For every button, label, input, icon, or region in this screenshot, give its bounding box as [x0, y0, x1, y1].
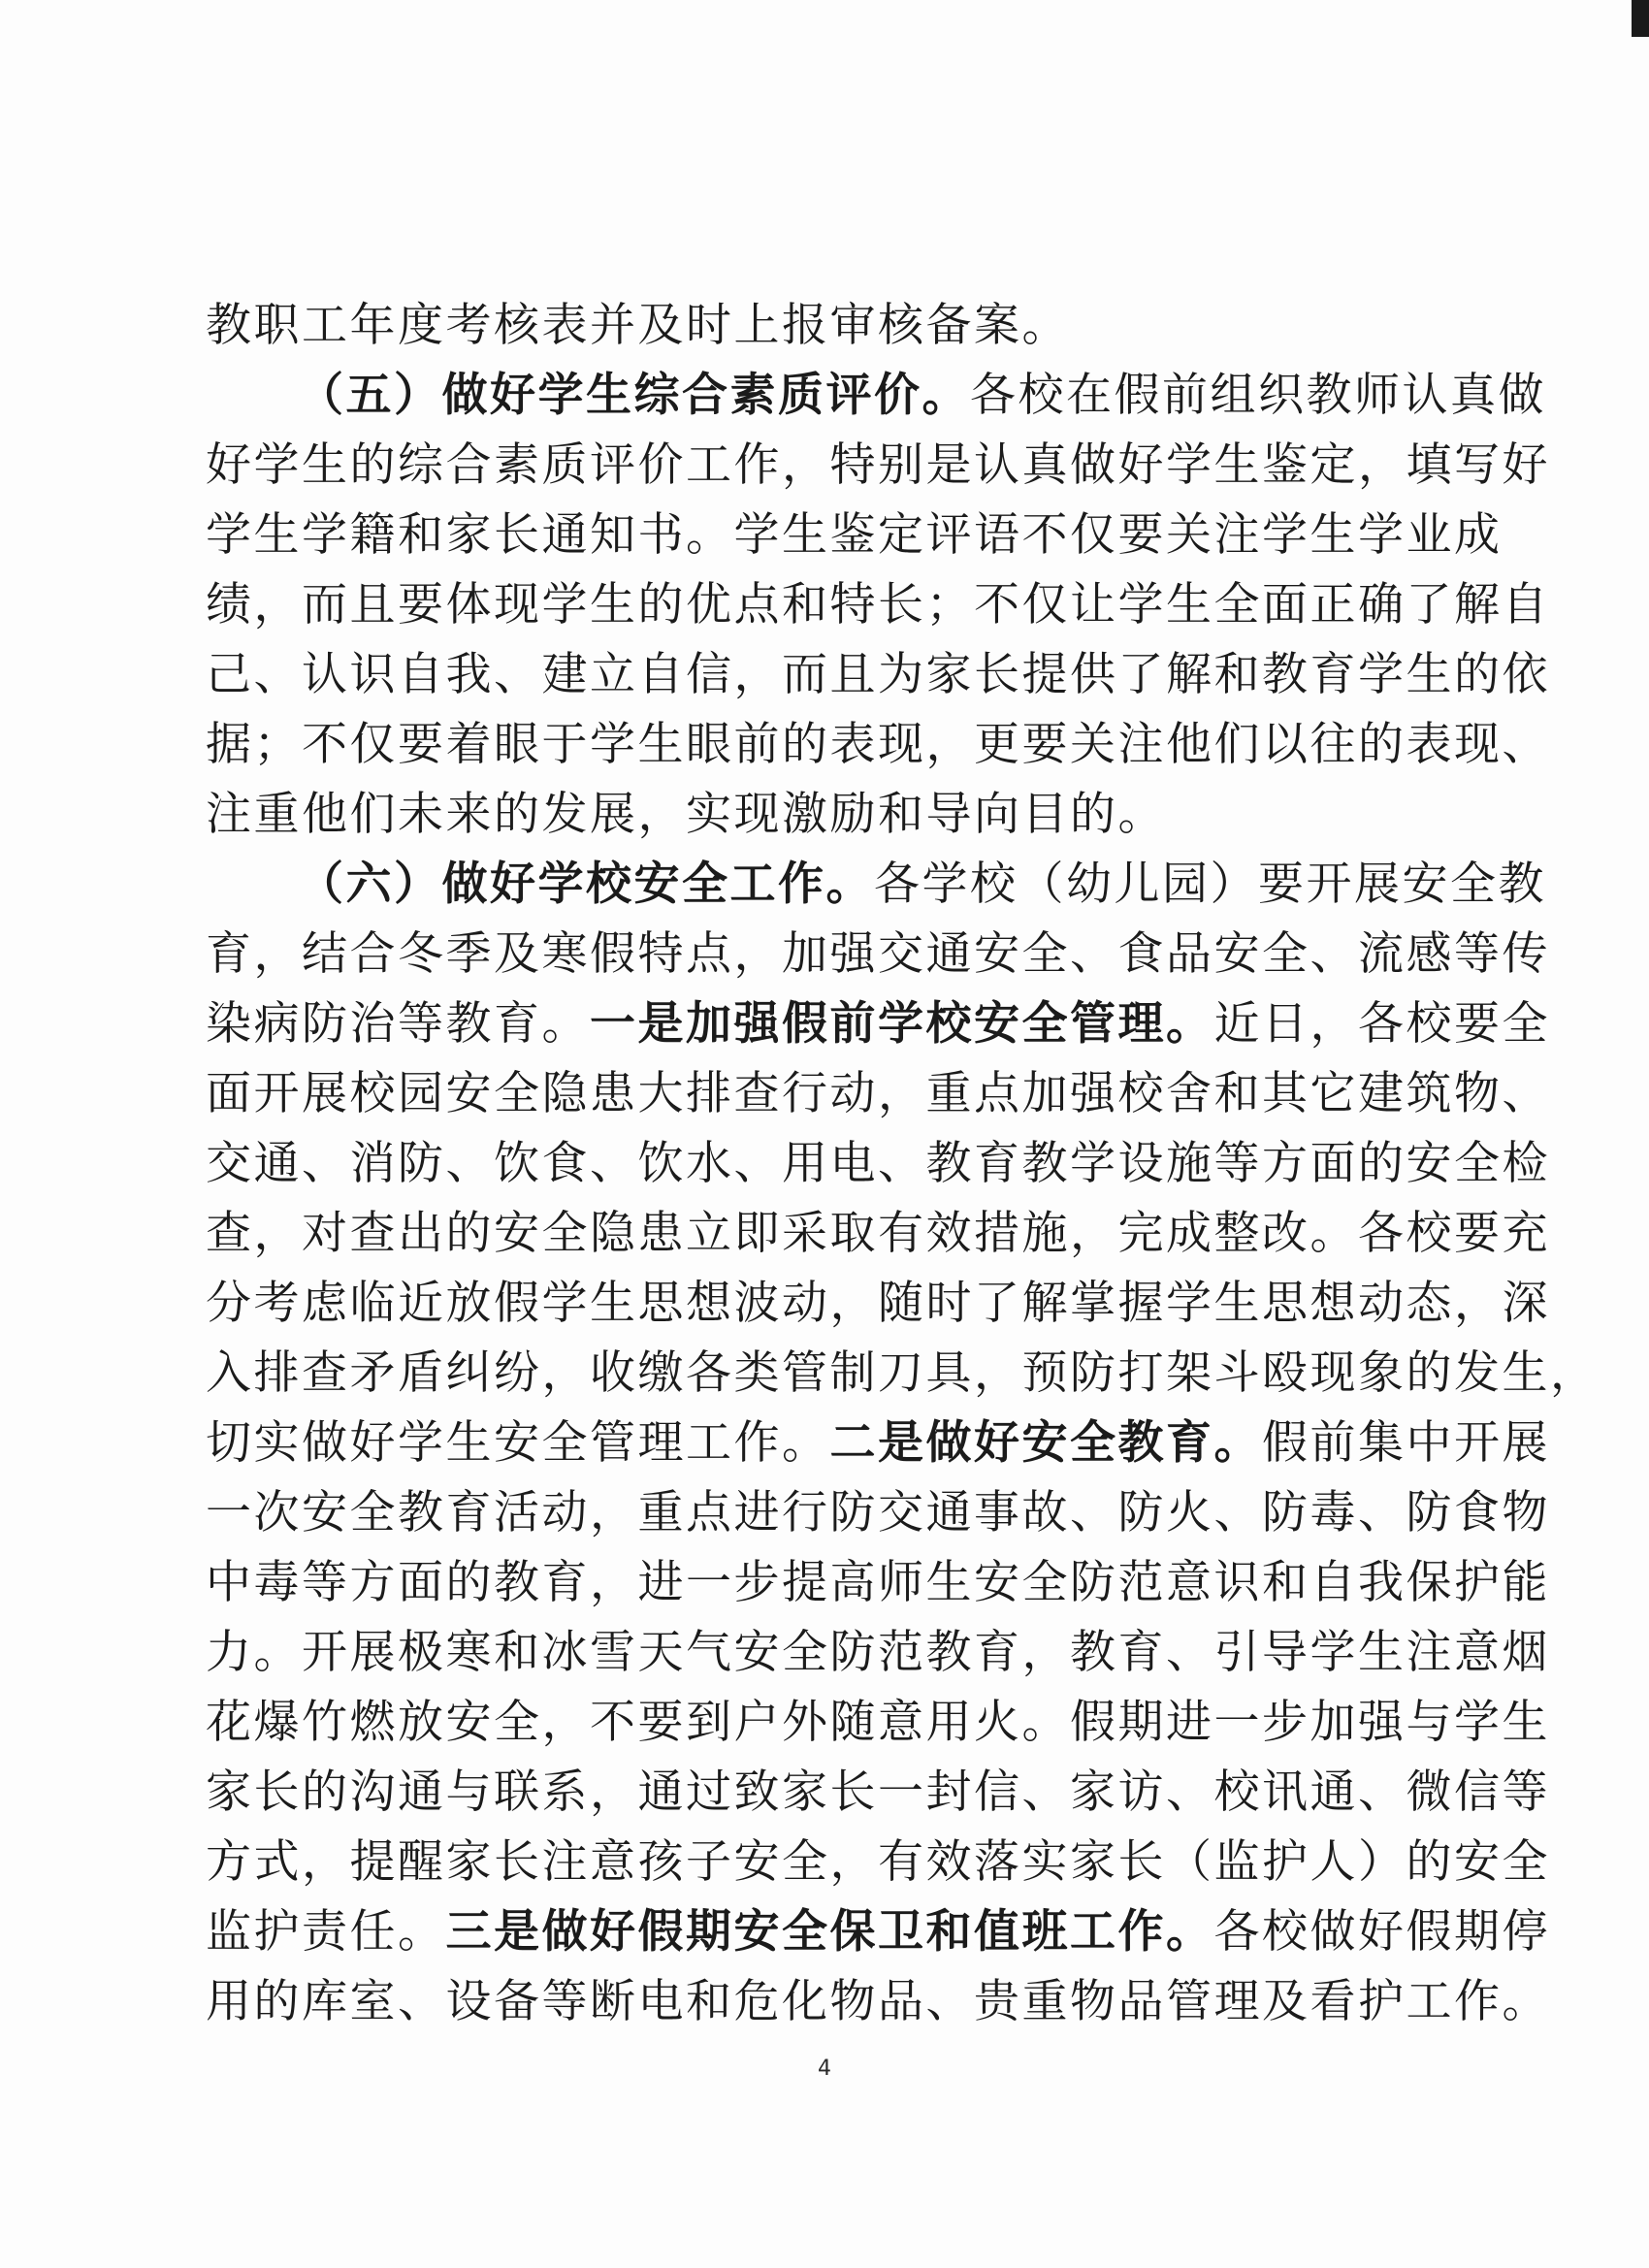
body-text: [206, 291, 1599, 2037]
page-number: 4: [818, 2057, 831, 2081]
text-line: [206, 1129, 1550, 1199]
line-text: 假前集中开展: [1262, 1416, 1550, 1470]
line-text: 绩，而且要体现学生的优点和特长；不仅让学生全面正确了解自: [206, 578, 1550, 632]
text-line: [206, 710, 1550, 780]
text-line: [206, 1758, 1550, 1828]
text-line: [206, 1967, 1550, 2037]
line-text: 各学校（幼儿园）要开展安全教: [874, 858, 1546, 911]
line-text: 学生学籍和家长通知书。学生鉴定评语不仅要关注学生学业成: [206, 508, 1503, 562]
text-line: [206, 291, 1399, 361]
line-text: 一次安全教育活动，重点进行防交通事故、防火、防毒、防食物: [206, 1486, 1550, 1539]
bold-point-2: 二是做好安全教育。: [829, 1416, 1262, 1470]
text-line: [206, 1059, 1550, 1129]
text-line: [206, 1548, 1550, 1618]
line-text: 家长的沟通与联系，通过致家长一封信、家访、校讯通、微信等: [206, 1766, 1550, 1819]
text-line: [206, 1339, 1599, 1409]
text-line-section-5: [206, 361, 1546, 431]
line-text: 分考虑临近放假学生思想波动，随时了解掌握学生思想动态，深: [206, 1277, 1550, 1330]
line-text: 花爆竹燃放安全，不要到户外随意用火。假期进一步加强与学生: [206, 1696, 1550, 1749]
text-line: [206, 1618, 1550, 1688]
line-text: 面开展校园安全隐患大排查行动，重点加强校舍和其它建筑物、: [206, 1067, 1550, 1120]
text-line: [206, 780, 1399, 850]
line-text: 方式，提醒家长注意孩子安全，有效落实家长（监护人）的安全: [206, 1835, 1550, 1889]
text-line: [206, 501, 1503, 570]
line-text: 各校在假前组织教师认真做: [970, 369, 1546, 422]
text-line: [206, 920, 1550, 989]
line-text: 注重他们未来的发展，实现激励和导向目的。: [206, 788, 1166, 841]
text-line: [206, 570, 1550, 640]
line-text: 好学生的综合素质评价工作，特别是认真做好学生鉴定，填写好: [206, 438, 1550, 492]
text-line: [206, 431, 1550, 501]
line-text: 各校做好假期停: [1213, 1905, 1550, 1959]
line-text: 用的库室、设备等断电和危化物品、贵重物品管理及看护工作。: [206, 1975, 1550, 2028]
text-line: [206, 1409, 1550, 1478]
line-text: 力。开展极寒和冰雪天气安全防范教育，教育、引导学生注意烟: [206, 1626, 1550, 1679]
scan-edge-shadow: [1632, 0, 1649, 37]
text-line: [206, 989, 1550, 1059]
text-line: [206, 1269, 1550, 1339]
line-text: 查，对查出的安全隐患立即采取有效措施，完成整改。各校要充: [206, 1207, 1550, 1260]
text-line: [206, 1897, 1550, 1967]
line-text: 监护责任。: [206, 1905, 446, 1959]
line-text: 己、认识自我、建立自信，而且为家长提供了解和教育学生的依: [206, 648, 1550, 701]
text-line: [206, 1688, 1550, 1758]
line-text: 入排查矛盾纠纷，收缴各类管制刀具，预防打架斗殴现象的发生，: [206, 1346, 1599, 1400]
section-heading-6: （六）做好学校安全工作。: [298, 858, 874, 911]
line-text: 近日，各校要全: [1213, 997, 1550, 1051]
text-line: [206, 1828, 1550, 1897]
bold-point-1: 一是加强假前学校安全管理。: [590, 997, 1214, 1051]
text-line: [206, 1478, 1550, 1548]
section-heading-5: （五）做好学生综合素质评价。: [298, 369, 970, 422]
line-text: 交通、消防、饮食、饮水、用电、教育教学设施等方面的安全检: [206, 1137, 1550, 1190]
text-line: [206, 640, 1550, 710]
bold-point-3: 三是做好假期安全保卫和值班工作。: [445, 1905, 1214, 1959]
line-text: 据；不仅要着眼于学生眼前的表现，更要关注他们以往的表现、: [206, 718, 1550, 771]
line-text: 育，结合冬季及寒假特点，加强交通安全、食品安全、流感等传: [206, 927, 1550, 981]
text-line-section-6: [206, 850, 1546, 920]
line-text: 切实做好学生安全管理工作。: [206, 1416, 830, 1470]
line-text: 中毒等方面的教育，进一步提高师生安全防范意识和自我保护能: [206, 1556, 1550, 1609]
text-line: [206, 1199, 1550, 1269]
line-text: 染病防治等教育。: [206, 997, 590, 1051]
line-text: 教职工年度考核表并及时上报审核备案。: [206, 299, 1070, 352]
